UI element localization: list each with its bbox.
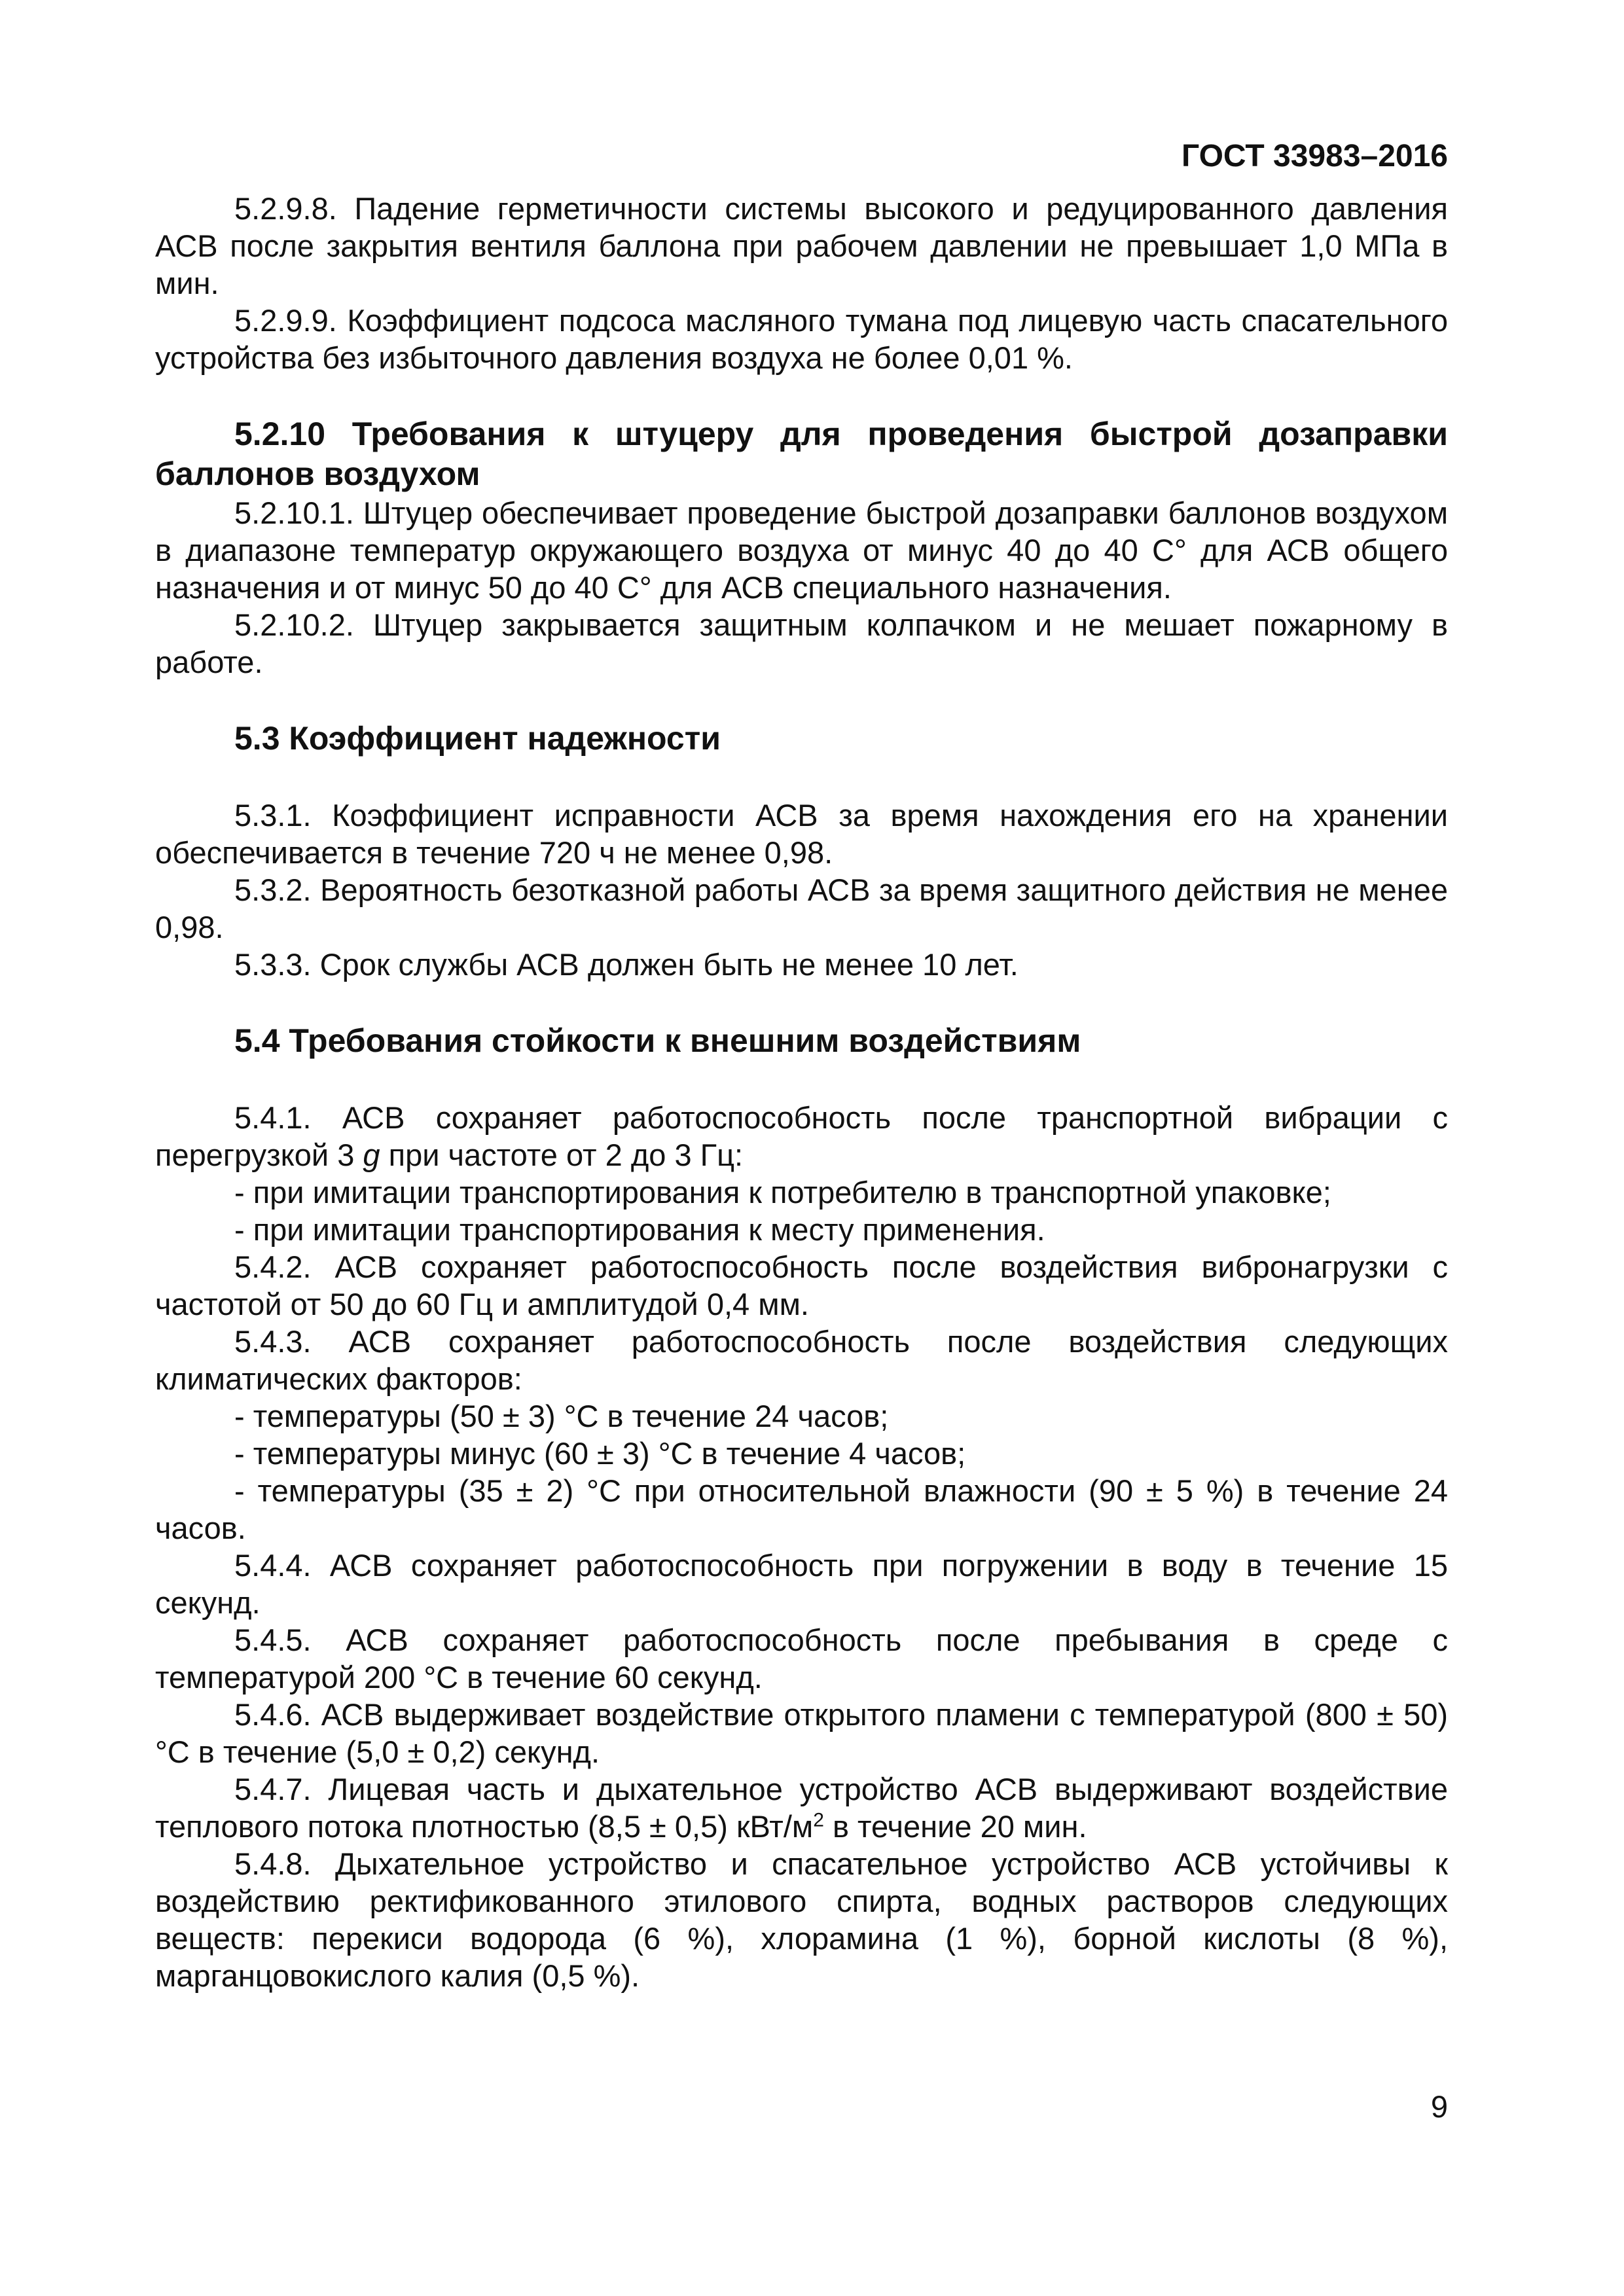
page-number: 9 (1430, 2089, 1448, 2124)
paragraph-5-4-4: 5.4.4. АСВ сохраняет работоспособность при погружении в воду в течение 15 секунд. (155, 1548, 1448, 1620)
paragraph-5-3-2: 5.3.2. Вероятность безотказной работы АСВ за время защитного действия не менее 0,98. (155, 872, 1448, 944)
list-item-5-4-3-c: - температуры (35 ± 2) °С при относительной влажности (90 ± 5 %) в течение 24 часов. (155, 1473, 1448, 1545)
paragraph-5-4-2: 5.4.2. АСВ сохраняет работоспособность после воздействия вибронагрузки с частотой от 50 до 60 Гц и амплитудой 0,4 мм. (155, 1249, 1448, 1321)
heading-5-3: 5.3 Коэффициент надежности (234, 720, 721, 757)
list-item-5-4-1-a: - при имитации транспортирования к потребителю в транспортной упаковке; (234, 1175, 1331, 1210)
paragraph-5-4-1-text-end: при частоте от 2 до 3 Гц: (380, 1138, 744, 1172)
heading-5-2-10: 5.2.10 Требования к штуцеру для проведения быстрой дозаправки баллонов воздухом (155, 416, 1448, 492)
paragraph-5-2-10-1: 5.2.10.1. Штуцер обеспечивает проведение быстрой дозаправки баллонов воздухом в диапазоне температур окружающего воздуха от минус 40 до 40 С° для АСВ общего назначения и от минус 50 до 40 С° для АСВ специального назначения. (155, 495, 1448, 605)
superscript-2: 2 (813, 1809, 824, 1831)
paragraph-5-4-5: 5.4.5. АСВ сохраняет работоспособность после пребывания в среде с температурой 200 °С в течение 60 секунд. (155, 1623, 1448, 1695)
paragraph-5-4-8: 5.4.8. Дыхательное устройство и спасательное устройство АСВ устойчивы к воздействию ректификованного этилового спирта, водных растворов следующих веществ: перекиси водорода (6 %), хлорамина (1 %), борной кислоты (8 %), марганцовокислого калия (0,5 %). (155, 1846, 1448, 1993)
paragraph-5-2-10-2: 5.2.10.2. Штуцер закрывается защитным колпачком и не мешает пожарному в работе. (155, 607, 1448, 679)
paragraph-5-4-7-text-end: в течение 20 мин. (823, 1809, 1087, 1844)
paragraph-5-4-6: 5.4.6. АСВ выдерживает воздействие открытого пламени с температурой (800 ± 50) °С в течение (5,0 ± 0,2) секунд. (155, 1697, 1448, 1769)
list-item-5-4-3-a: - температуры (50 ± 3) °С в течение 24 часов; (234, 1399, 889, 1433)
paragraph-5-4-7 (155, 1770, 1448, 1845)
paragraph-5-2-9-8: 5.2.9.8. Падение герметичности системы высокого и редуцированного давления АСВ после закрытия вентиля баллона при рабочем давлении не превышает 1,0 МПа в мин. (155, 191, 1448, 300)
paragraph-5-4-3: 5.4.3. АСВ сохраняет работоспособность после воздействия следующих климатических факторов: (155, 1324, 1448, 1396)
paragraph-5-4-1 (155, 1099, 1448, 1174)
paragraph-5-3-1: 5.3.1. Коэффициент исправности АСВ за время нахождения его на хранении обеспечивается в течение 720 ч не менее 0,98. (155, 798, 1448, 870)
heading-5-4: 5.4 Требования стойкости к внешним воздействиям (234, 1022, 1081, 1059)
list-item-5-4-1-b: - при имитации транспортирования к месту применения. (234, 1212, 1045, 1247)
list-item-5-4-3-b: - температуры минус (60 ± 3) °С в течение 4 часов; (234, 1436, 966, 1471)
document-standard-header: ГОСТ 33983–2016 (1182, 139, 1448, 173)
paragraph-5-4-7-text-start: 5.4.7. Лицевая часть и дыхательное устройство АСВ выдерживают воздействие теплового потока плотностью (8,5 ± 0,5) кВт/м (155, 1772, 1448, 1844)
paragraph-5-2-9-9: 5.2.9.9. Коэффициент подсоса масляного тумана под лицевую часть спасательного устройства без избыточного давления воздуха не более 0,01 %. (155, 303, 1448, 375)
document-body (155, 190, 1448, 1994)
paragraph-5-3-3: 5.3.3. Срок службы АСВ должен быть не менее 10 лет. (234, 947, 1019, 982)
g-unit-symbol: g (363, 1138, 380, 1172)
paragraph-5-4-1-text-start: 5.4.1. АСВ сохраняет работоспособность после транспортной вибрации с перегрузкой 3 (155, 1100, 1448, 1172)
